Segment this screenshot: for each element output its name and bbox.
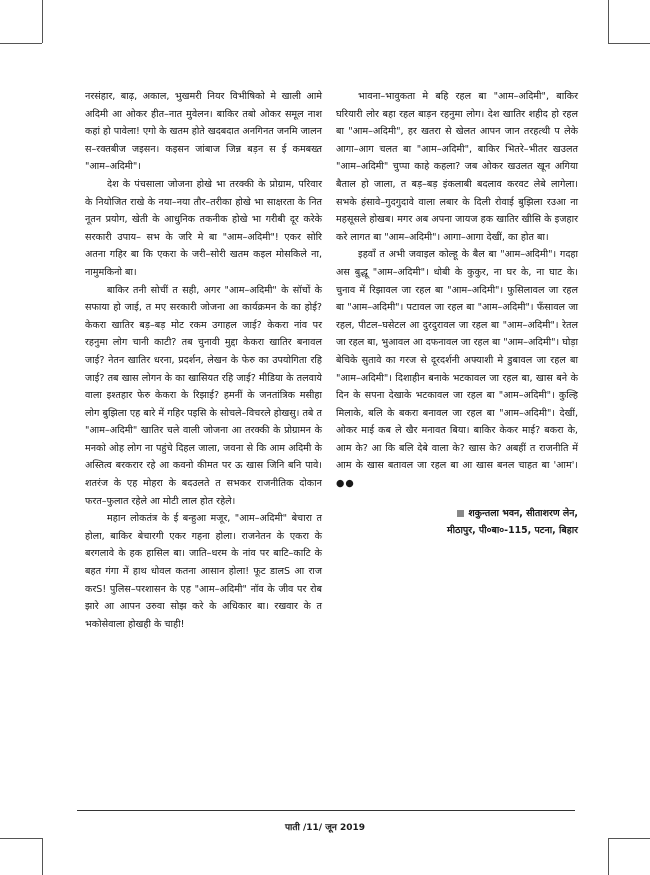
crop-mark-bottom-right-h (608, 838, 650, 839)
left-column (85, 88, 322, 633)
page-footer: पाती /11/ जून 2019 (284, 823, 366, 833)
crop-mark-top-left-v (42, 0, 43, 43)
crop-mark-top-right-h (608, 43, 650, 44)
right-column (336, 88, 578, 539)
address-line-2: मीठापुर, पी०बा०-115, पटना, बिहार (447, 524, 578, 536)
right-paragraph-2 (336, 246, 578, 492)
end-mark: ●● (336, 478, 355, 490)
right-paragraph-2-text: इहवाँ त अभी जवाइल कोल्हू के बैल बा "आम–अदिमी"। गदहा अस बुद्धू "आम–अदिमी"। धोबी के कुकुर, ना घर के, ना घाट के। चुनाव में रिझावल जा रहल बा "आम–अदिमी"। फुसिलावल जा रहल बा "आम–अदिमी"। पटावल जा रहल बा "आम–अदिमी"। फँसावल जा रहल, पीटल–घसेटल आ दुरदुरावल जा रहल बा "आम–अदिमी"। रेतल जा रहल बा, भुआवल आ दफनावल जा रहल बा "आम–अदिमी"। घोड़ा बेचिके सुतावे का गरज से दूरदर्शनी अफ्याशी मे डुबावल जा रहल बा "आम–अदिमी"। दिशाहीन बनाके भटकावल जा रहल बा, खास बने के दिन के सपना देखाके भटकावल जा रहल बा "आम–अदिमी"। कुल्हि मिलाके, बलि के बकरा बनावल जा रहल बा "आम–अदिमी"। देखीं, ओकर माई कब ले खैर मनावत बिया। बाकिर केकर माई? बकरा के, आम के? आ कि बलि देबे वाला के? खास के? अबहीं त राजनीति में आम के खास बतावल जा रहल बा आ खास बनल चाहत बा 'आम'। (336, 249, 578, 472)
crop-mark-bottom-left-h (0, 838, 42, 839)
left-paragraph-1: नरसंहार, बाढ़, अकाल, भुखमरी नियर विभीषिको मे खाली आमे अदिमी आ ओकर हीत–नात मुवेलन। बाकिर तबो ओकर समूल नाश कहां हो पावेला! एगो के खतम होते खदबदात अनगिनत जनमि जालन स–रक्तबीज जइसन। कइसन जांबाज जिन्न बड़न स ई कमबख्त "आम–अदिमी"। (85, 91, 322, 173)
left-paragraph-3: बाकिर तनी सोचीं त सही, अगर "आम–अदिमी" के सॉचों के सफाया हो जाई, त मए सरकारी जोजना आ कार्यक्रमन के का होई? केकरा खातिर बड़–बड़ मोट रकम उगाहल जाई? केकरा नांव पर रहनुमा लोग चानी काटी? तब चुनावी मुद्दा केकरा खातिर बनावल जाई? नेतन खातिर धरना, प्रदर्शन, लेखन के फेरु का उपयोगिता रहि जाई? तब खास लोगन के का खासियत रहि जाई? मीडिया के तलवाये वाला इश्तहार फेरु केकरा के रिझाई? हमनीं के जनतांत्रिक मसीहा लोग बुझिला एह बारे में गहिर पइसि के सोचले–विचरले होखसु। तबे त "आम–अदिमी" खातिर चले वाली जोजना आ तरक्की के प्रोग्रामन के मनको ओह लोग ना पहुंचे दिहल जाला, जवना से कि आम अदिमी के अस्तित्व बरकरार रहे आ कवनो कीमत पर ऊ खास जिनि बनि पावे। शतरंज के एह मोहरा के बदउलते त सभकर राजनीतिक दोकान फरत–फुलात रहेले आ मोटी लाल होत रहेले। (85, 284, 322, 507)
crop-mark-top-right-v (608, 0, 609, 43)
left-paragraph-2: देश के पंचसाला जोजना होखे भा तरक्की के प्रोग्राम, परिवार के नियोजित राखे के नया–नया तौर–तरीका होखे भा साक्षरता के नित नूतन प्रयोग, खेती के आधुनिक तकनीक होखे भा गरीबी दूर करेके सरकारी उपाय– सभ के जरि मे बा "आम–अदिमी"! एकर सोरि अतना गहिर बा कि एकरा के जरी–सोरी खतम कइल मोसकिले ना, नामुमकिनो बा। (85, 178, 322, 278)
square-bullet-icon (457, 510, 464, 517)
address-line-1: शकुन्तला भवन, सीताशरण लेन, (336, 505, 578, 522)
crop-mark-bottom-right-v (608, 838, 609, 875)
crop-mark-top-left-h (0, 43, 42, 44)
footer-rule (77, 810, 575, 811)
crop-mark-bottom-left-v (42, 838, 43, 875)
left-paragraph-4: महान लोकतंत्र के ई बन्हुआ मजूर, "आम–अदिमी" बेचारा त होला, बाकिर बेचारगी एकर गहना होला। राजनेतन के एकरा के बरगलावे के हक हासिल बा। जाति–धरम के नांव पर बाटि–काटि के बहत गंगा में हाथ धोवल कतना आसान होला! फूट डालS आ राज करS! पुलिस–परशासन के एह "आम–अदिमी" नॉव के जीव पर रोब झारे आ आपन उरुवा सोझ करे के अधिकार बा। रखवार के त भकोसेवाला होखही के चाही! (85, 513, 322, 630)
right-paragraph-1: भावना–भावुकता मे बहि रहल बा "आम–अदिमी", बाकिर घरियारी लोर बहा रहल बाड़न रहनुमा लोग। देश खातिर शहीद हो रहल बा "आम–अदिमी", हर खतरा से खेलत आपन जान तरहत्थी प लेके आगा–आग चलत बा "आम–अदिमी", बाकिर भितरे–भीतर खउलत "आम–अदिमी" चुप्पा काहे कहला? जब ओकर खउलत खून अगिया बैताल हो जाला, त बड़–बड़ इंकलाबी बदलाव करवट लेबे लागेला। सभके हंसावे–गुदगुदावे वाला लबार के दिली रोवाई बुझिला रउआ ना महसूसले होखब। मगर अब अपना जायज हक खातिर खीसि के इजहार करे लागत बा "आम–अदिमी"। आगा–आगा देखीं, का होत बा। (336, 91, 578, 243)
author-address (336, 505, 578, 539)
